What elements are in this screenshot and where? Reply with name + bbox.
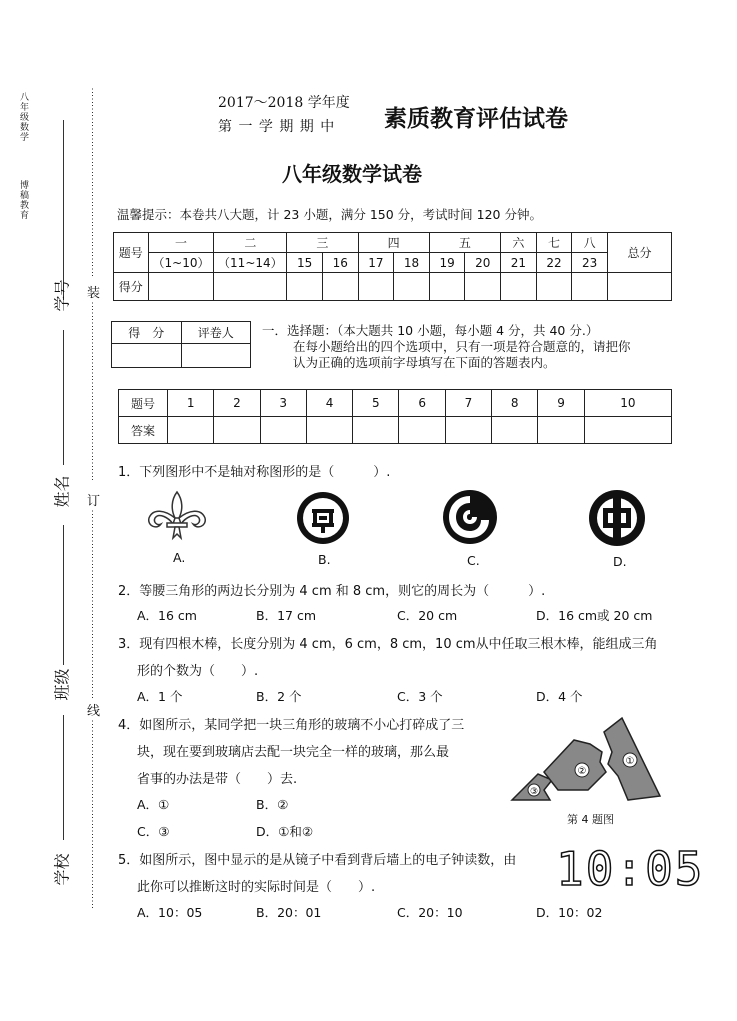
q5-option-b: B．20：01 — [256, 905, 322, 920]
score-group: 二 — [214, 233, 287, 253]
answer-cell[interactable] — [306, 417, 352, 444]
question-5-line1: 5．如图所示，图中显示的是从镜子中看到背后墙上的电子钟读数，由 — [118, 853, 517, 868]
answer-number: 9 — [538, 390, 584, 417]
answer-number: 5 — [353, 390, 399, 417]
xuexiao-line — [63, 715, 64, 840]
q5-option-d: D．10：02 — [536, 905, 603, 920]
q2-option-c: C．20 cm — [397, 608, 458, 623]
binding-dots-2: ⋮ ⋮ ⋮ ⋮ ⋮ ⋮ ⋮ ⋮ ⋮ ⋮ ⋮ ⋮ ⋮ ⋮ ⋮ ⋮ ⋮ ⋮ — [88, 302, 97, 482]
score-group: 六 — [501, 233, 537, 253]
q3-option-b: B．2 个 — [256, 689, 302, 704]
broken-triangle-figure — [508, 716, 664, 804]
piece-label-3: ③ — [529, 787, 539, 797]
score-group: 四 — [358, 233, 429, 253]
score-cell[interactable] — [394, 273, 430, 301]
answer-cell[interactable] — [353, 417, 399, 444]
score-range: 19 — [429, 253, 465, 273]
q5-option-a: A．10：05 — [137, 905, 203, 920]
answer-number: 6 — [399, 390, 445, 417]
score-cell[interactable] — [148, 273, 214, 301]
q3-option-d: D．4 个 — [536, 689, 583, 704]
label-xuexiao: 学校 — [52, 853, 72, 886]
score-cell[interactable] — [322, 273, 358, 301]
exam-notice: 温馨提示：本卷共八大题，计 23 小题，满分 150 分，考试时间 120 分钟。 — [117, 207, 542, 222]
score-range: 17 — [358, 253, 394, 273]
q2-option-b: B．17 cm — [256, 608, 317, 623]
q1-option-b: B. — [318, 552, 331, 567]
q1-option-a: A. — [173, 550, 186, 565]
q5-option-c: C．20：10 — [397, 905, 463, 920]
label-xuehao: 学号 — [52, 279, 72, 312]
score-cell[interactable] — [358, 273, 394, 301]
q2-option-a: A．16 cm — [137, 608, 197, 623]
score-cell[interactable] — [501, 273, 537, 301]
grader-box — [111, 321, 251, 368]
score-range: 21 — [501, 253, 537, 273]
q4-option-b: B．② — [256, 797, 289, 812]
question-3-line1: 3．现有四根木棒，长度分别为 4 cm，6 cm，8 cm，10 cm从中任取三根木棒，能组成三角 — [118, 637, 658, 652]
score-table-defen: 得分 — [114, 273, 149, 301]
grader-score-label: 得 分 — [112, 322, 182, 344]
answer-number: 7 — [445, 390, 491, 417]
score-range: （1~10） — [148, 253, 214, 273]
question-1: 1．下列图形中不是轴对称图形的是（ ）. — [118, 465, 391, 480]
answer-cell[interactable] — [214, 417, 260, 444]
answer-number: 8 — [492, 390, 538, 417]
score-range: 22 — [536, 253, 572, 273]
glass-piece-2 — [544, 740, 606, 790]
score-group: 一 — [148, 233, 214, 253]
score-range: 18 — [394, 253, 430, 273]
answer-cell[interactable] — [445, 417, 491, 444]
grader-label: 评卷人 — [181, 322, 251, 344]
answer-table — [118, 389, 672, 444]
school-year: 2017～2018 学年度 — [218, 95, 350, 111]
answer-table-daan: 答案 — [119, 417, 168, 444]
score-cell[interactable] — [287, 273, 323, 301]
answer-number: 2 — [214, 390, 260, 417]
section1-line3: 认为正确的选项前字母填写在下面的答题表内。 — [293, 355, 556, 370]
side-top-label-1: 八年级数学 — [18, 92, 28, 142]
q4-figure-caption: 第 4 题图 — [567, 813, 614, 826]
question-5-line2: 此你可以推断这时的实际时间是（ ）. — [137, 880, 376, 895]
term: 第 一 学 期 期 中 — [218, 119, 336, 135]
answer-cell[interactable] — [584, 417, 671, 444]
score-cell[interactable] — [214, 273, 287, 301]
section1-line2: 在每小题给出的四个选项中，只有一项是符合题意的，请把你 — [293, 339, 631, 354]
q4-option-d: D．①和② — [256, 824, 314, 839]
banji-line — [63, 525, 64, 665]
score-range: 16 — [322, 253, 358, 273]
answer-number: 4 — [306, 390, 352, 417]
answer-table-tihao: 题号 — [119, 390, 168, 417]
binding-xian: 线 — [87, 704, 101, 719]
grader-name-cell[interactable] — [181, 344, 251, 368]
answer-cell[interactable] — [399, 417, 445, 444]
score-group: 七 — [536, 233, 572, 253]
question-2: 2．等腰三角形的两边长分别为 4 cm 和 8 cm，则它的周长为（ ）. — [118, 584, 546, 599]
score-cell[interactable] — [572, 273, 608, 301]
question-4-line1: 4．如图所示，某同学把一块三角形的玻璃不小心打碎成了三 — [118, 718, 465, 733]
score-range: 20 — [465, 253, 501, 273]
score-table-zongfen: 总分 — [607, 233, 671, 273]
side-top-label-2: 博稿教育 — [18, 180, 28, 220]
digital-clock-display: 10:05 — [556, 842, 705, 896]
q1-option-d: D. — [613, 554, 627, 569]
binding-dots-4: ⋮ ⋮ ⋮ ⋮ ⋮ ⋮ ⋮ ⋮ ⋮ ⋮ ⋮ ⋮ ⋮ ⋮ ⋮ ⋮ ⋮ ⋮ ⋮ — [88, 720, 97, 910]
exam-title: 素质教育评估试卷 — [384, 105, 568, 132]
answer-cell[interactable] — [168, 417, 214, 444]
q4-option-a: A．① — [137, 797, 170, 812]
q3-option-c: C．3 个 — [397, 689, 443, 704]
score-cell[interactable] — [465, 273, 501, 301]
answer-cell[interactable] — [260, 417, 306, 444]
score-table — [113, 232, 672, 301]
binding-dots-1: ⋮ ⋮ ⋮ ⋮ ⋮ ⋮ ⋮ ⋮ ⋮ ⋮ ⋮ ⋮ ⋮ ⋮ ⋮ ⋮ ⋮ ⋮ ⋮ — [88, 88, 97, 278]
answer-number: 10 — [584, 390, 671, 417]
answer-number: 1 — [168, 390, 214, 417]
piece-label-1: ① — [625, 756, 635, 767]
binding-zhuang: 装 — [87, 286, 101, 301]
score-table-tihao: 题号 — [114, 233, 149, 273]
label-banji: 班级 — [52, 668, 72, 701]
answer-number: 3 — [260, 390, 306, 417]
section1-title: 一．选择题：（本大题共 10 小题，每小题 4 分，共 40 分.） — [262, 323, 599, 338]
xingming-line — [63, 330, 64, 465]
bank-logo-d-icon — [587, 488, 647, 548]
spiral-logo-c-icon — [441, 488, 499, 546]
score-range: 23 — [572, 253, 608, 273]
grader-score-cell[interactable] — [112, 344, 182, 368]
answer-cell[interactable] — [492, 417, 538, 444]
bank-logo-b-icon — [295, 490, 351, 546]
score-range: 15 — [287, 253, 323, 273]
q1-option-c: C. — [467, 553, 480, 568]
question-4-line3: 省事的办法是带（ ）去. — [137, 772, 298, 787]
question-4-line2: 块，现在要到玻璃店去配一块完全一样的玻璃，那么最 — [137, 745, 450, 760]
q3-option-a: A．1 个 — [137, 689, 183, 704]
piece-label-2: ② — [577, 766, 587, 777]
score-range: （11~14） — [214, 253, 287, 273]
score-total-cell[interactable] — [607, 273, 671, 301]
score-group: 八 — [572, 233, 608, 253]
exam-subtitle: 八年级数学试卷 — [282, 162, 422, 186]
binding-dots-3: ⋮ ⋮ ⋮ ⋮ ⋮ ⋮ ⋮ ⋮ ⋮ ⋮ ⋮ ⋮ ⋮ ⋮ ⋮ ⋮ ⋮ ⋮ ⋮ — [88, 510, 97, 700]
score-group: 五 — [429, 233, 500, 253]
score-cell[interactable] — [429, 273, 465, 301]
xuehao-line — [63, 120, 64, 300]
binding-ding: 订 — [87, 494, 101, 509]
q4-option-c: C．③ — [137, 824, 170, 839]
answer-cell[interactable] — [538, 417, 584, 444]
fleur-de-lis-icon — [145, 490, 209, 546]
label-xingming: 姓名 — [52, 475, 72, 508]
score-group: 三 — [287, 233, 358, 253]
score-cell[interactable] — [536, 273, 572, 301]
question-3-line2: 形的个数为（ ）. — [137, 664, 259, 679]
q2-option-d: D．16 cm或 20 cm — [536, 608, 653, 623]
